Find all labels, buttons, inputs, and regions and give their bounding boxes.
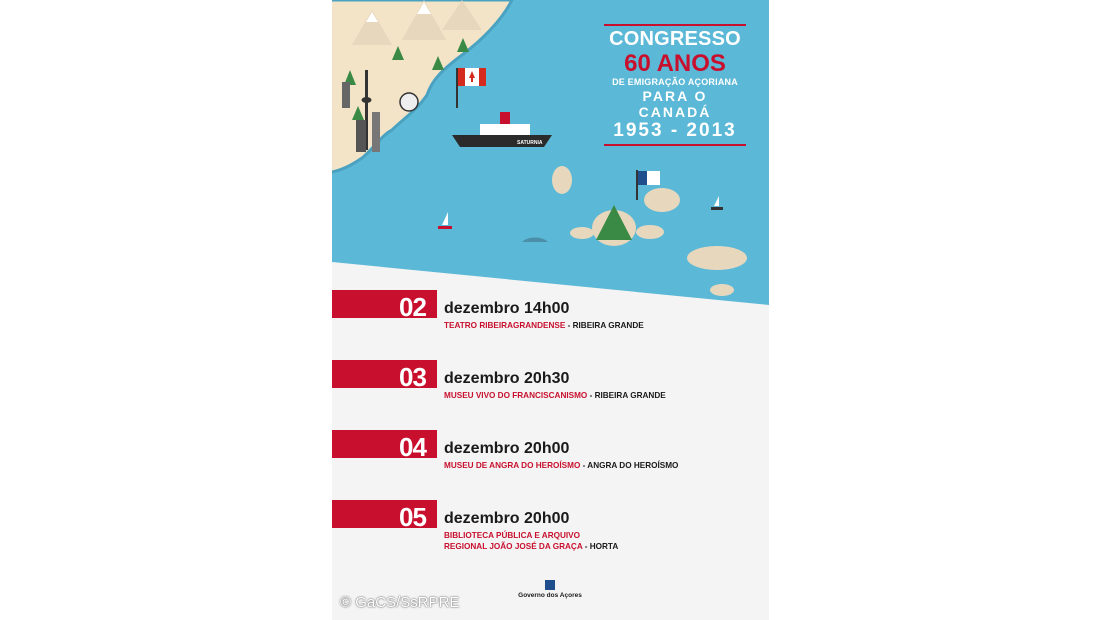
building (372, 112, 380, 152)
event-day: 03 (399, 362, 426, 392)
event-day: 02 (399, 292, 426, 322)
island (644, 188, 680, 212)
title-block (604, 24, 746, 146)
building (356, 120, 366, 152)
photo-credit: © GaCS/SsRPRE (340, 594, 460, 611)
poster (332, 0, 769, 620)
island (687, 246, 747, 270)
ship-cabin (480, 124, 530, 135)
government-name: Governo dos Açores (518, 592, 582, 599)
event-day: 04 (399, 432, 426, 462)
title-emigracao: DE EMIGRAÇÃO AÇORIANA (612, 77, 738, 87)
venue-name: MUSEU DE ANGRA DO HEROÍSMO (444, 461, 581, 470)
island (636, 225, 664, 239)
title-congresso: CONGRESSO (609, 28, 741, 50)
government-logo (515, 580, 585, 599)
venue-name: TEATRO RIBEIRAGRANDENSE (444, 321, 566, 330)
building (342, 82, 350, 108)
title-years: 1953 - 2013 (613, 120, 737, 141)
event-day: 05 (399, 502, 426, 532)
event-venue (444, 460, 678, 471)
title-top-rule (604, 24, 746, 26)
globe-sculpture (400, 93, 418, 111)
island (552, 166, 572, 194)
island (710, 284, 734, 296)
event-date-time: dezembro 20h00 (444, 510, 570, 527)
venue-place: - RIBEIRA GRANDE (589, 391, 666, 400)
title-bottom-rule (604, 144, 746, 146)
venue-place: - ANGRA DO HEROÍSMO (582, 461, 679, 470)
ship-funnel (500, 112, 510, 124)
azores-emblem-icon (545, 580, 555, 590)
event-date-time: dezembro 14h00 (444, 300, 570, 317)
event-venue (444, 390, 666, 401)
title-para-canada: PARA O CANADÁ (638, 88, 712, 120)
island (570, 227, 594, 239)
event-date-time: dezembro 20h30 (444, 370, 570, 387)
event-venue (444, 530, 618, 552)
venue-place: - HORTA (584, 542, 619, 551)
venue-place: - RIBEIRA GRANDE (567, 321, 644, 330)
flag-pole (456, 68, 458, 108)
venue-name: MUSEU VIVO DO FRANCISCANISMO (444, 391, 588, 400)
event-date-time: dezembro 20h00 (444, 440, 570, 457)
cn-tower-pod (362, 97, 372, 103)
venue-name: BIBLIOTECA PÚBLICA E ARQUIVO (444, 531, 581, 540)
title-60-anos: 60 ANOS (624, 50, 726, 77)
ship-name: SATURNIA (517, 140, 543, 146)
event-venue (444, 320, 644, 331)
flag-pole (636, 170, 638, 200)
venue-name-line2: REGIONAL JOÃO JOSÉ DA GRAÇA (444, 542, 583, 551)
